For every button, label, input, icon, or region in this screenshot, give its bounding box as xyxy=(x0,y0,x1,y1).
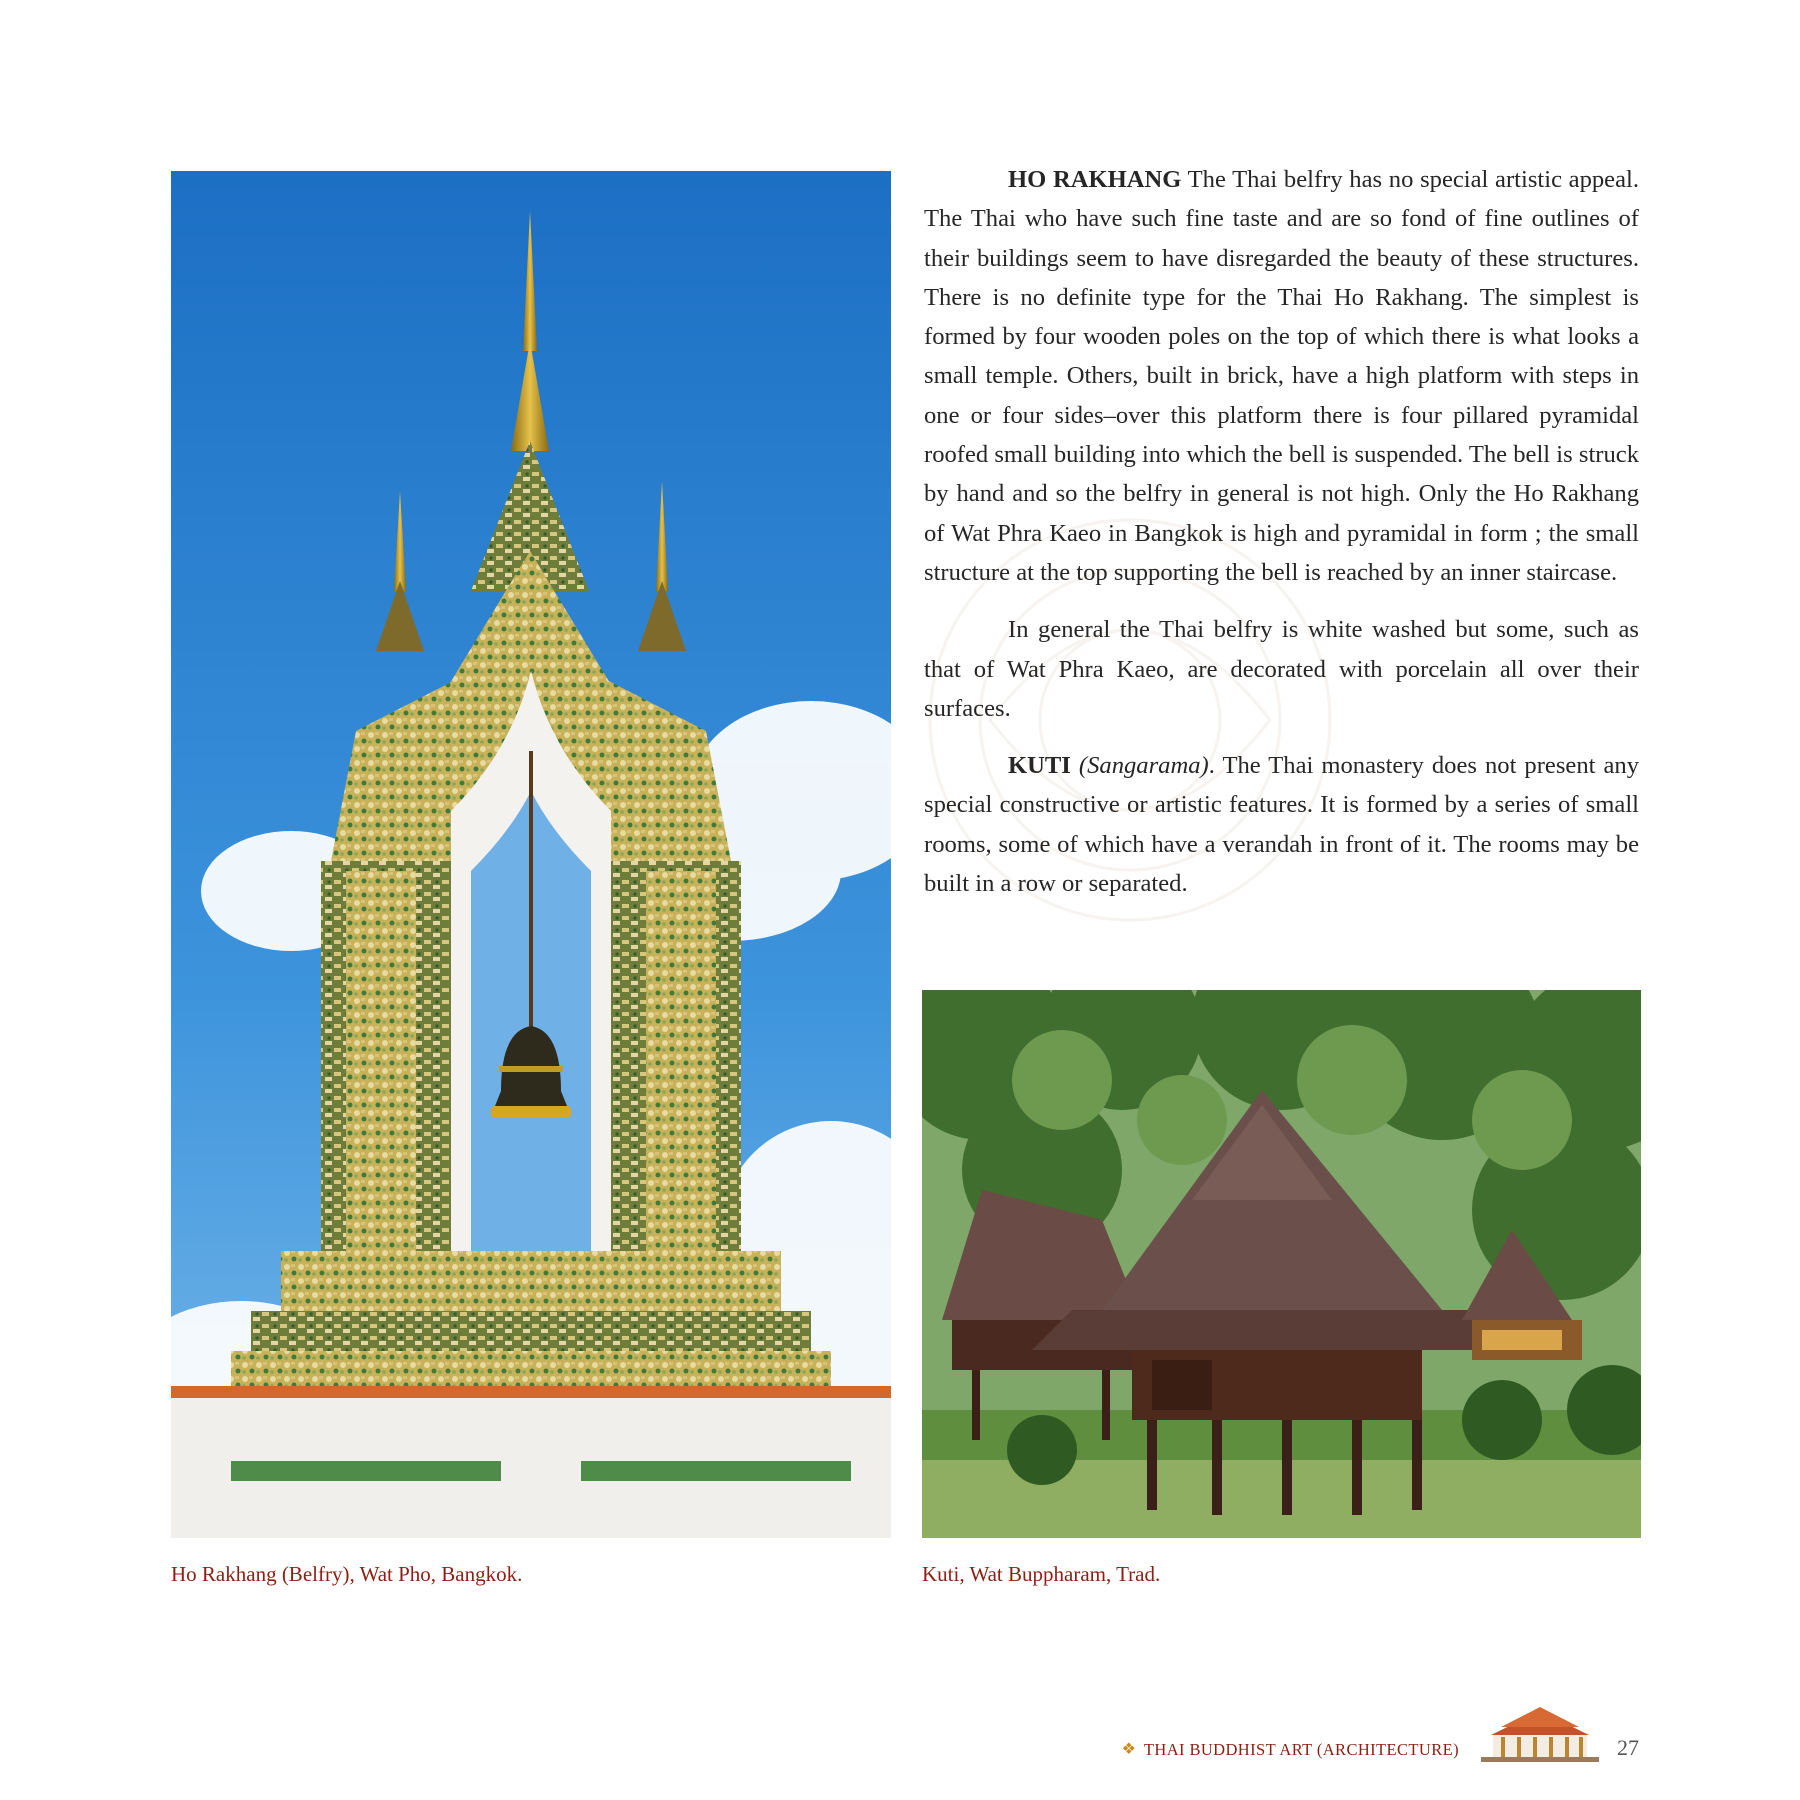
article-text xyxy=(924,160,1639,921)
paragraph-belfry-decoration: In general the Thai belfry is white washed but some, such as that of Wat Phra Kaeo, are decorated with porcelain all over their surfaces. xyxy=(924,616,1639,722)
page-number: 27 xyxy=(1617,1735,1639,1760)
paragraph-ho-rakhang-body: The Thai belfry has no special artistic appeal. The Thai who have such fine taste and are so fond of fine outlines of their buildings seem to have disregarded the beauty of these structures. There is no definite type for the Thai Ho Rakhang. The simplest is formed by four wooden poles on the top of which there is what looks a small temple. Others, built in brick, have a high platform with steps in one or four sides–over this platform there is four pillared pyramidal roofed small building into which the bell is suspended. The bell is struck by hand and so the belfry in general is not high. Only the Ho Rakhang of Wat Phra Kaeo in Bangkok is high and pyramidal in form ; the small structure at the top supporting the bell is reached by an inner staircase. xyxy=(924,166,1639,586)
kuti-illustration xyxy=(922,990,1641,1538)
paragraph-kuti xyxy=(924,746,1639,903)
heading-ho-rakhang: HO RAKHANG xyxy=(1008,166,1182,193)
paragraph-ho-rakhang xyxy=(924,160,1639,592)
kuti-subtitle: (Sangarama) xyxy=(1078,752,1209,780)
caption-belfry: Ho Rakhang (Belfry), Wat Pho, Bangkok. xyxy=(171,1562,523,1586)
belfry-photo xyxy=(171,171,891,1538)
temple-thumbnail-icon xyxy=(1481,1707,1599,1762)
heading-kuti: KUTI xyxy=(1008,752,1071,780)
page-footer xyxy=(1122,1707,1639,1762)
running-title: THAI BUDDHIST ART (ARCHITECTURE) xyxy=(1143,1740,1459,1759)
belfry-illustration xyxy=(171,171,891,1538)
kuti-photo xyxy=(922,990,1641,1538)
caption-kuti: Kuti, Wat Buppharam, Trad. xyxy=(922,1562,1161,1586)
diamond-ornament-icon: ❖ xyxy=(1121,1741,1136,1758)
paragraph-kuti-body: . The Thai monastery does not present any special constructive or artistic features. It is formed by a series of small rooms, some of which have a verandah in front of it. The rooms may be built in a row or separated. xyxy=(924,752,1639,898)
